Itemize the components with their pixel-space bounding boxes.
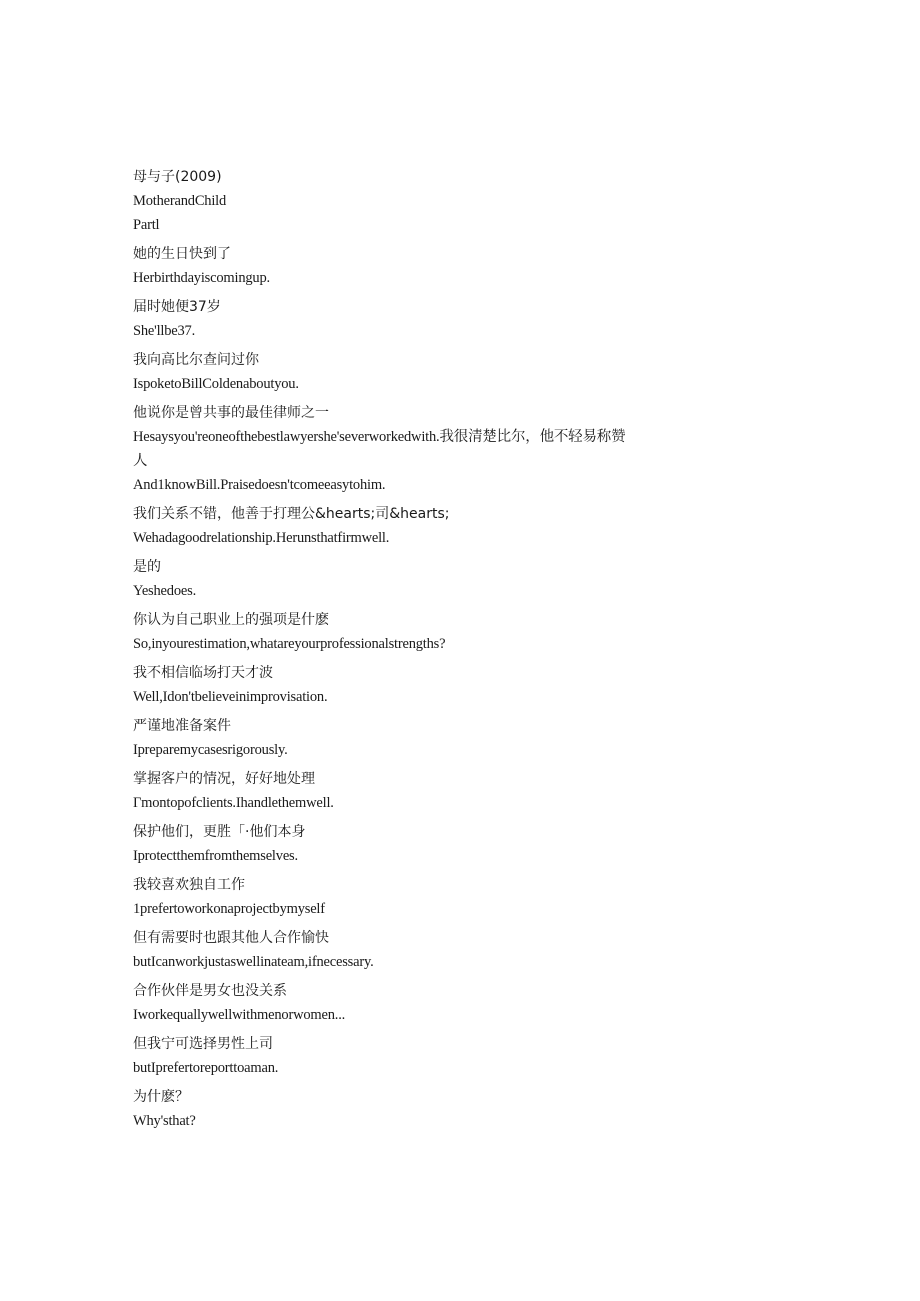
subtitle-line-en: butIcanworkjustaswellinateam,ifnecessary. bbox=[133, 954, 374, 970]
subtitle-line-en: Herbirthdayiscomingup. bbox=[133, 270, 270, 286]
subtitle-line-en: Wehadagoodrelationship.Herunsthatfirmwell. bbox=[133, 530, 390, 546]
subtitle-line-zh: 我向高比尔查问过你 bbox=[133, 352, 259, 368]
subtitle-line-zh: 我不相信临场打天才波 bbox=[133, 665, 273, 681]
subtitle-line-zh: 我们关系不错，他善于打理公&hearts;司&hearts; bbox=[133, 506, 450, 522]
subtitle-line-zh: 我较喜欢独自工作 bbox=[133, 877, 245, 893]
subtitle-line-en: Ipreparemycasesrigorously. bbox=[133, 742, 288, 758]
part-label: Partl bbox=[133, 217, 160, 233]
subtitle-line-zh: 但我宁可选择男性上司 bbox=[133, 1036, 273, 1052]
subtitle-line-en: Iworkequallywellwithmenorwomen... bbox=[133, 1007, 346, 1023]
subtitle-line-en: Well,Idon'tbelieveinimprovisation. bbox=[133, 689, 328, 705]
subtitle-line-en: She'llbe37. bbox=[133, 323, 196, 339]
subtitle-line-zh: 为什麽？ bbox=[133, 1089, 189, 1105]
subtitle-line-zh: 她的生日快到了 bbox=[133, 246, 231, 262]
subtitle-line-en: Iprotectthemfromthemselves. bbox=[133, 848, 298, 864]
subtitle-line-en: Why'sthat? bbox=[133, 1113, 196, 1129]
document-page bbox=[133, 160, 653, 1133]
subtitle-line-en: butIprefertoreporttoaman. bbox=[133, 1060, 279, 1076]
subtitle-line-zh: 届时她便37岁 bbox=[133, 299, 221, 315]
subtitle-line-zh: 合作伙伴是男女也没关系 bbox=[133, 983, 287, 999]
subtitle-line-zh: 严谨地准备案件 bbox=[133, 718, 231, 734]
subtitle-line-zh: 是的 bbox=[133, 559, 161, 575]
subtitle-line-en: And1knowBill.Praisedoesn'tcomeeasytohim. bbox=[133, 477, 386, 493]
subtitle-line-zh: 保护他们，更胜「·他们本身 bbox=[133, 824, 306, 840]
subtitle-line-zh: 但有需要时也跟其他人合作愉快 bbox=[133, 930, 329, 946]
subtitle-line-en: IspoketoBillColdenaboutyou. bbox=[133, 376, 299, 392]
title-zh: 母与子(2009) bbox=[133, 169, 222, 185]
subtitle-line-en: 1prefertoworkonaprojectbymyself bbox=[133, 901, 325, 917]
subtitle-line-zh: 你认为自己职业上的强项是什麽 bbox=[133, 612, 329, 628]
subtitle-line-en: Γmontopofclients.Ihandlethemwell. bbox=[133, 795, 334, 811]
subtitle-line-en-wrapped: Hesaysyou'reoneofthebestlawyershe'severworkedwith.我很清楚比尔，他不轻易称赞人 bbox=[133, 429, 626, 469]
subtitle-line-zh: 他说你是曾共事的最佳律师之一 bbox=[133, 405, 329, 421]
subtitle-line-en: Yeshedoes. bbox=[133, 583, 196, 599]
title-en: MotherandChild bbox=[133, 193, 227, 209]
subtitle-line-zh: 掌握客户的情况，好好地处理 bbox=[133, 771, 315, 787]
subtitle-line-en: So,inyourestimation,whatareyourprofessionalstrengths? bbox=[133, 636, 446, 652]
